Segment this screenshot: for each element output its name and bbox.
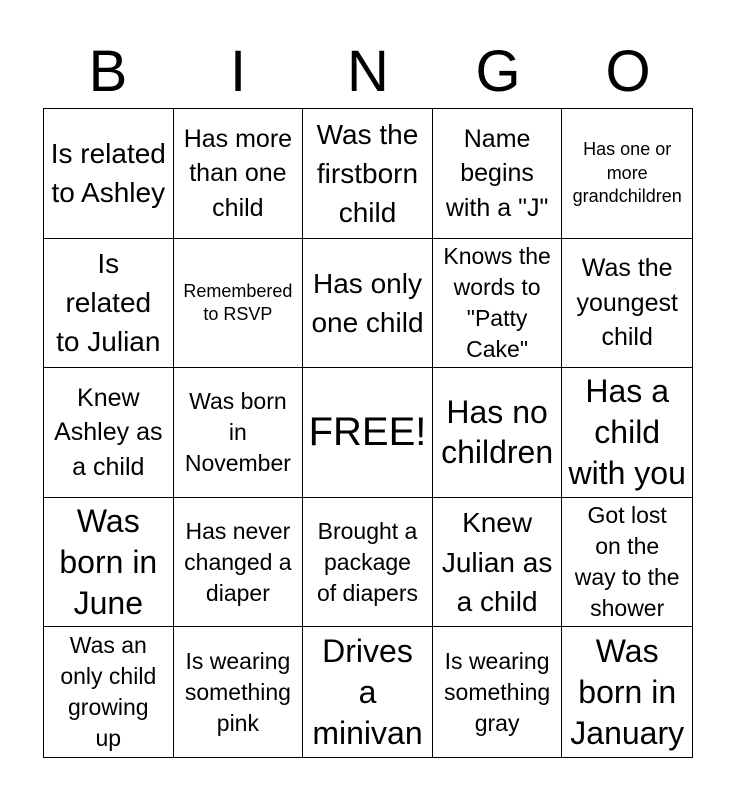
- bingo-cell-r4c1[interactable]: [44, 498, 174, 628]
- bingo-cell-r4c2[interactable]: [174, 498, 304, 628]
- cell-text-line: child: [601, 323, 653, 352]
- cell-text-line: Was: [76, 502, 140, 539]
- cell-text-line: Was born: [189, 387, 287, 414]
- bingo-cell-r3c4[interactable]: [433, 368, 563, 498]
- header-letter-o: O: [605, 39, 651, 104]
- cell-text-line: Is wearing: [185, 647, 291, 674]
- header-letter-i: I: [229, 39, 247, 104]
- cell-text-line: changed a: [184, 548, 292, 575]
- cell-text-line: Got lost: [587, 502, 667, 528]
- cell-text-line: related: [65, 287, 152, 319]
- bingo-cell-r3c5[interactable]: [562, 368, 692, 498]
- bingo-cell-r3c1[interactable]: [44, 368, 174, 498]
- cell-text-line: Knew: [462, 507, 533, 539]
- cell-text-line: to Julian: [56, 326, 161, 358]
- cell-text-line: Was the: [581, 254, 673, 283]
- bingo-cell-r5c1[interactable]: [44, 627, 174, 757]
- cell-text-line: Cake": [466, 335, 529, 362]
- cell-text-line: "Patty: [466, 304, 528, 331]
- cell-text-line: in: [228, 418, 247, 445]
- cell-text-line: something: [184, 678, 291, 705]
- cell-text-line: child: [338, 196, 397, 228]
- cell-text-line: grandchildren: [572, 185, 682, 206]
- cell-text-line: Brought a: [317, 517, 418, 544]
- cell-text-line: Remembered: [183, 280, 293, 301]
- cell-text-line: gray: [474, 709, 520, 736]
- cell-text-line: only child: [60, 663, 157, 690]
- cell-text-line: words to: [453, 273, 541, 300]
- header-letter-g: G: [475, 39, 521, 104]
- cell-text-line: Has a: [585, 373, 669, 410]
- bingo-cell-r3c2[interactable]: [174, 368, 304, 498]
- cell-text-line: more: [606, 162, 648, 183]
- cell-text-line: child: [212, 193, 264, 222]
- cell-text-line: born in: [59, 543, 158, 580]
- cell-text-line: Was: [595, 632, 659, 669]
- cell-text-line: Has one or: [583, 139, 672, 160]
- bingo-cell-r5c2[interactable]: [174, 627, 304, 757]
- cell-text-line: minivan: [312, 714, 423, 751]
- cell-text-line: with a "J": [445, 193, 549, 222]
- cell-text-line: something: [444, 678, 551, 705]
- header-letter-b: B: [88, 39, 128, 104]
- header-letter-n: N: [347, 39, 389, 104]
- bingo-cell-r4c5[interactable]: [562, 498, 692, 628]
- bingo-cell-r4c4[interactable]: [433, 498, 563, 628]
- cell-text-line: youngest: [576, 288, 678, 317]
- cell-text-line: begins: [460, 159, 534, 188]
- bingo-cell-r5c5[interactable]: [562, 627, 692, 757]
- cell-text-line: firstborn: [316, 157, 419, 189]
- cell-text-line: Is: [97, 248, 120, 280]
- cell-text-line: a child: [456, 585, 538, 617]
- cell-text-line: Knows the: [443, 242, 551, 269]
- cell-text-line: shower: [590, 595, 665, 622]
- bingo-cell-r1c3[interactable]: [303, 109, 433, 239]
- cell-text-line: Julian as: [441, 546, 553, 578]
- bingo-cell-r5c3[interactable]: [303, 627, 433, 757]
- bingo-header: [43, 36, 693, 108]
- cell-text-line: Ashley as: [54, 418, 163, 447]
- cell-text-line: way to the: [574, 564, 680, 591]
- bingo-cell-r1c4[interactable]: [433, 109, 563, 239]
- cell-text-line: of diapers: [316, 579, 418, 606]
- cell-text-line: Has only: [313, 267, 422, 299]
- bingo-board: [43, 108, 693, 758]
- cell-text-line: pink: [216, 709, 259, 736]
- cell-text-line: on the: [595, 533, 660, 560]
- cell-text-line: born in: [578, 673, 677, 710]
- bingo-cell-r2c2[interactable]: [174, 239, 304, 369]
- bingo-cell-r2c1[interactable]: [44, 239, 174, 369]
- cell-text-line: a: [358, 673, 377, 710]
- bingo-cell-free[interactable]: [303, 368, 433, 498]
- cell-text-line: Has no: [446, 393, 548, 430]
- cell-text-line: November: [184, 450, 291, 477]
- cell-text-line: Is wearing: [444, 647, 550, 674]
- cell-text-line: up: [95, 725, 122, 752]
- cell-text-line: Drives: [322, 632, 413, 669]
- cell-text-line: growing: [68, 694, 149, 721]
- cell-text-line: to RSVP: [203, 303, 273, 324]
- cell-text-line: with you: [568, 454, 686, 491]
- bingo-cell-r2c4[interactable]: [433, 239, 563, 369]
- bingo-cell-r1c5[interactable]: [562, 109, 692, 239]
- cell-text-line: Is related: [50, 138, 166, 170]
- free-space-label: FREE!: [308, 410, 427, 455]
- cell-text-line: June: [73, 584, 143, 621]
- bingo-cell-r1c2[interactable]: [174, 109, 304, 239]
- cell-text-line: diaper: [205, 579, 270, 606]
- bingo-cell-r2c3[interactable]: [303, 239, 433, 369]
- bingo-cell-r4c3[interactable]: [303, 498, 433, 628]
- cell-text-line: than one: [189, 159, 287, 188]
- cell-text-line: Was the: [316, 118, 419, 150]
- cell-text-line: January: [570, 714, 685, 751]
- bingo-cell-r1c1[interactable]: [44, 109, 174, 239]
- bingo-cell-r5c4[interactable]: [433, 627, 563, 757]
- cell-text-line: a child: [72, 452, 145, 481]
- cell-text-line: package: [324, 548, 411, 575]
- cell-text-line: to Ashley: [51, 177, 166, 209]
- cell-text-line: one child: [311, 306, 424, 338]
- cell-text-line: Name: [463, 124, 531, 153]
- cell-text-line: Has never: [185, 517, 291, 544]
- bingo-cell-r2c5[interactable]: [562, 239, 692, 369]
- cell-text-line: Was an: [69, 632, 147, 659]
- cell-text-line: Knew: [77, 383, 140, 412]
- cell-text-line: Has more: [183, 124, 293, 153]
- cell-text-line: children: [441, 434, 554, 471]
- cell-text-line: child: [594, 414, 661, 451]
